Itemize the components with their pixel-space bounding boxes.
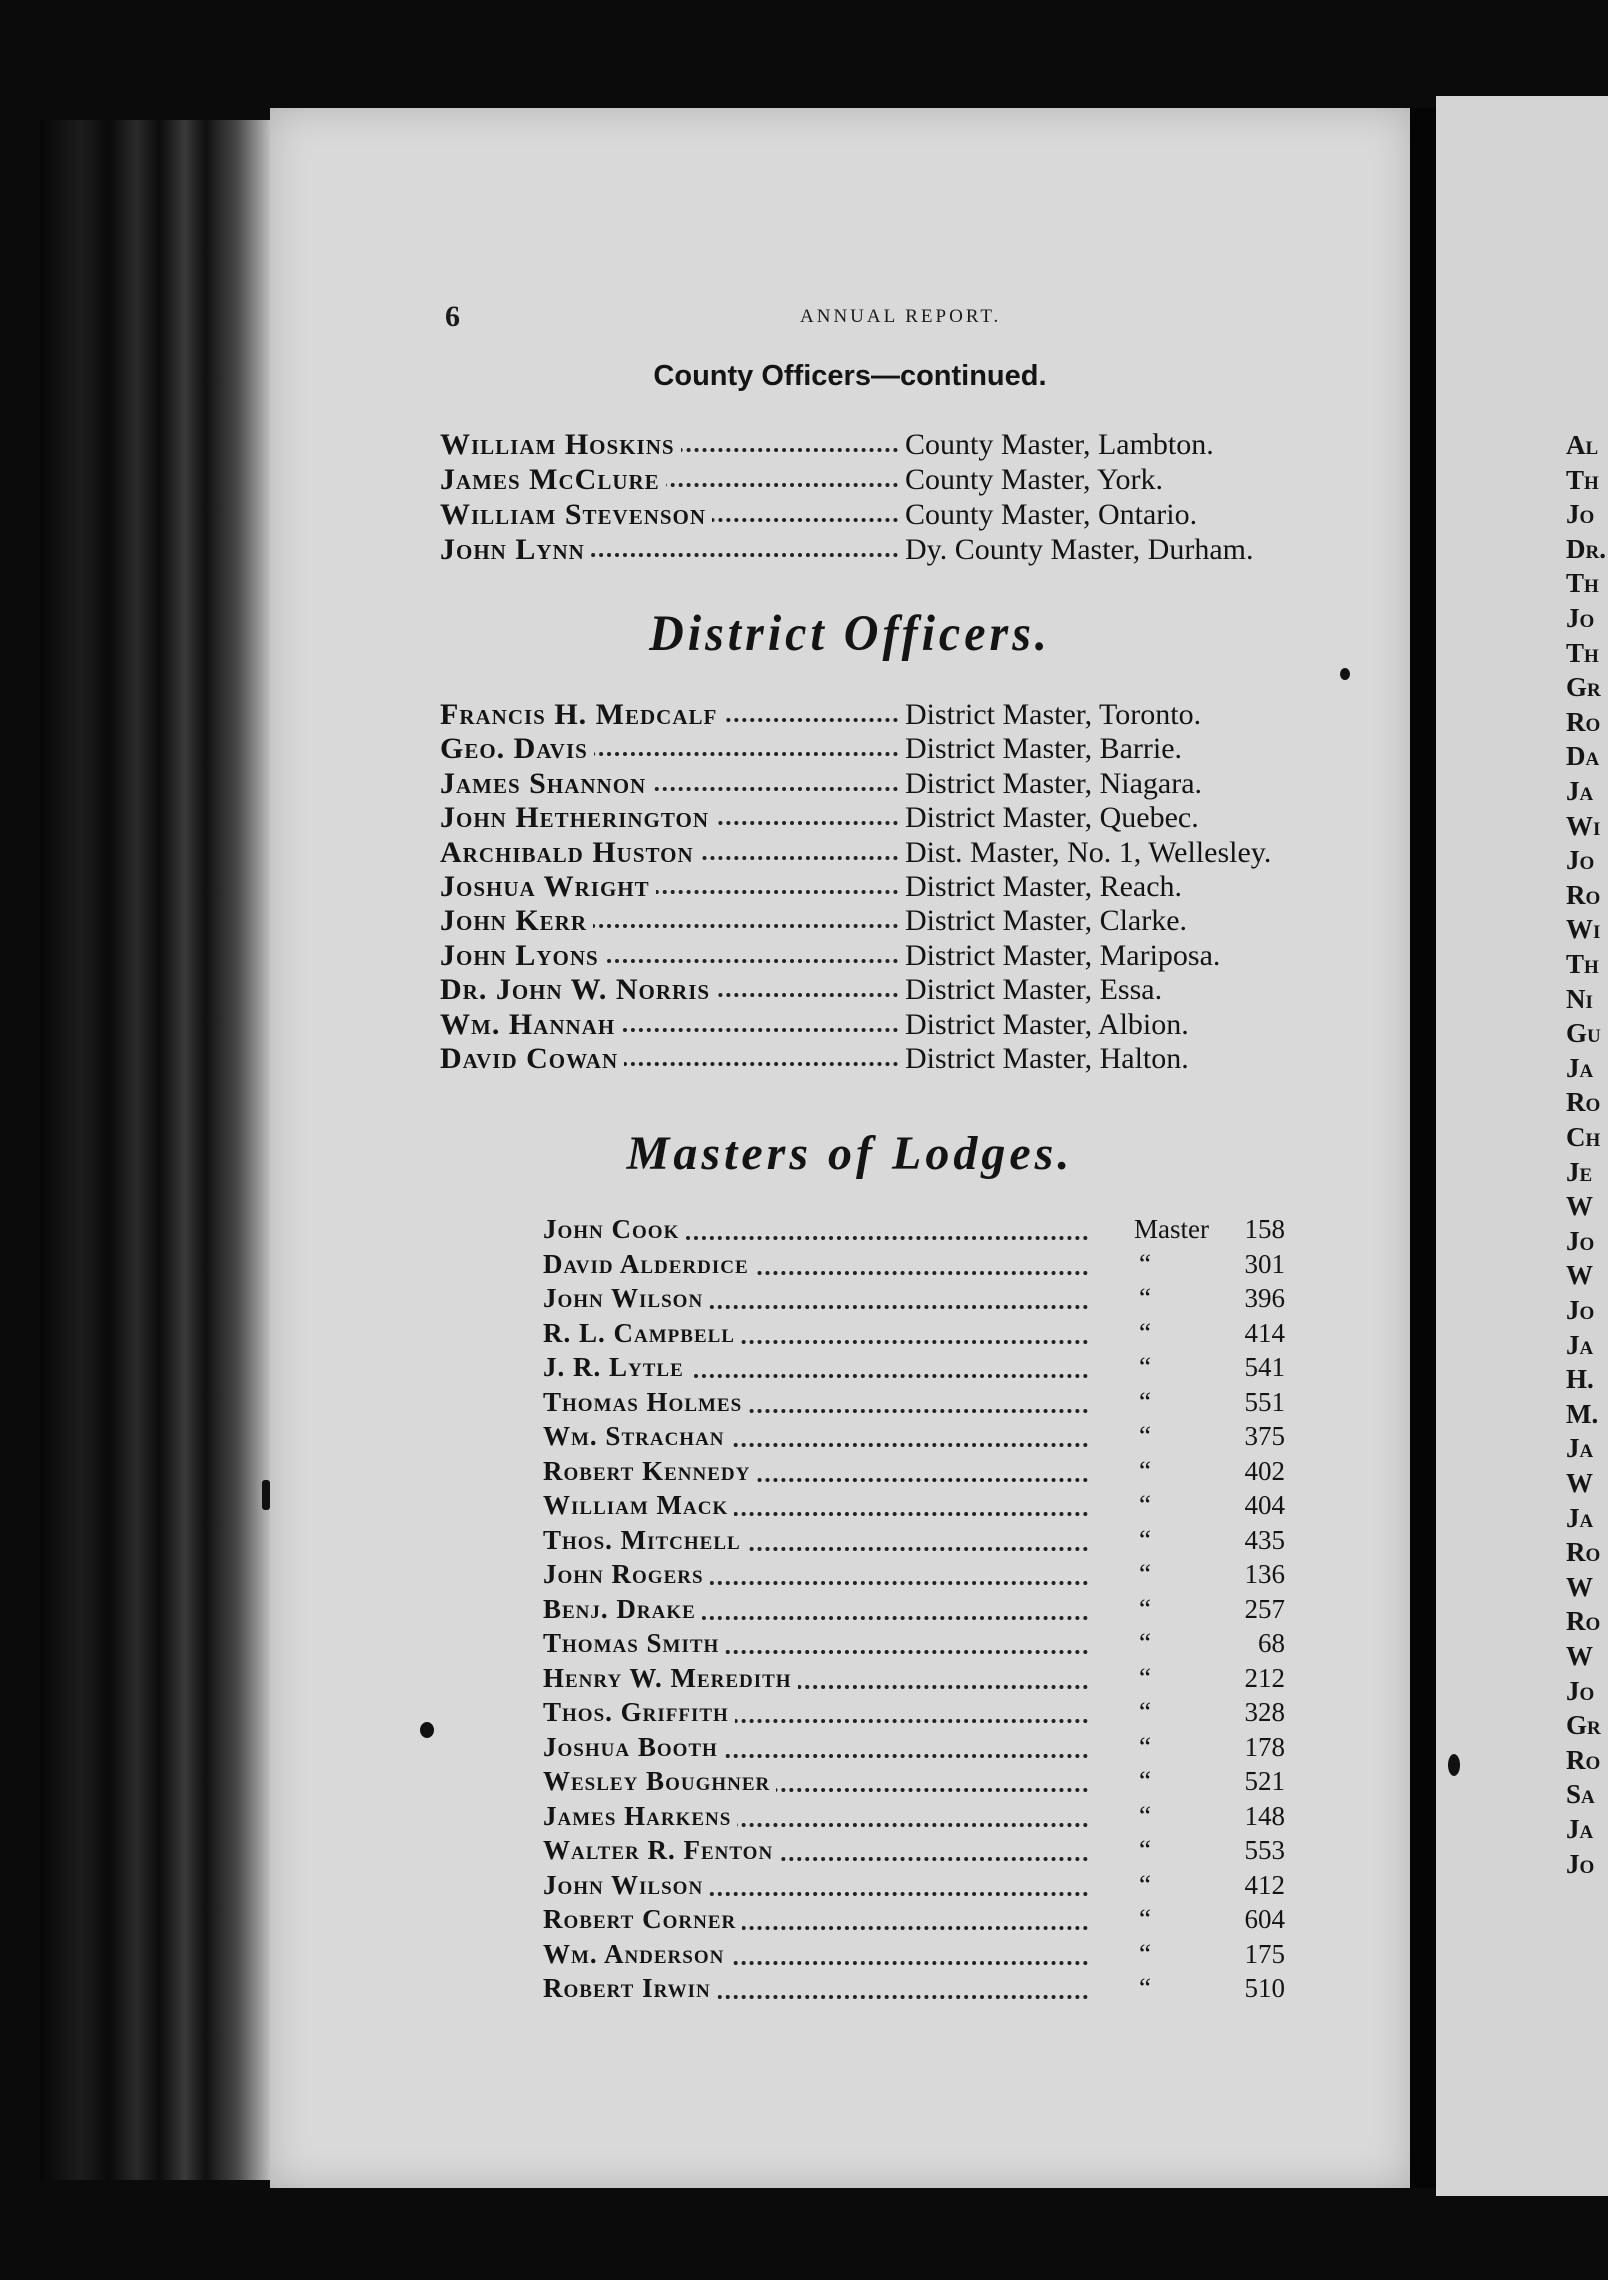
lodge-master-name-text: John Wilson — [543, 1283, 709, 1313]
lodge-number: 412 — [1244, 1869, 1285, 1900]
district-officer-office: District Master, Reach. — [905, 870, 1183, 903]
lodge-master-name-text: J. R. Lytle — [543, 1352, 690, 1382]
district-officer-entry — [440, 732, 1320, 766]
district-officer-office: District Master, Toronto. — [905, 698, 1202, 731]
lodge-master-entry — [543, 1870, 1283, 1904]
ditto-mark: “ — [1139, 1800, 1151, 1831]
district-officer-name-text: Archibald Huston — [440, 836, 700, 869]
lodge-master-name-text: Benj. Drake — [543, 1594, 702, 1624]
lodge-master-entry — [543, 1352, 1283, 1386]
lodge-master-name — [543, 1939, 730, 1970]
lodge-number: 396 — [1244, 1283, 1285, 1313]
adjacent-page-fragment: Ch — [1566, 1122, 1601, 1152]
county-officer-entry — [440, 533, 1320, 567]
district-officer-office: District Master, Barrie. — [905, 732, 1183, 766]
adjacent-page-fragment: Ro — [1566, 879, 1601, 910]
county-officer-name-text: William Stevenson — [440, 498, 712, 531]
lodge-master-name-text: James Harkens — [543, 1801, 737, 1831]
district-officer-office: District Master, Essa. — [905, 973, 1163, 1007]
lodge-master-name-text: John Cook — [543, 1214, 685, 1244]
lodge-number: 551 — [1244, 1386, 1285, 1417]
lodge-master-entry — [543, 1559, 1283, 1593]
county-officer-entry — [440, 428, 1320, 462]
ditto-mark: “ — [1139, 1490, 1151, 1520]
district-officer-entry — [440, 939, 1320, 973]
lodge-number: 510 — [1244, 1973, 1285, 2003]
ditto-mark: “ — [1139, 1317, 1151, 1348]
lodge-master-name — [543, 1318, 741, 1349]
district-officer-name-text: Geo. Davis — [440, 732, 594, 765]
district-officer-office: District Master, Clarke. — [905, 904, 1188, 938]
adjacent-page-fragment: Ja — [1566, 1814, 1594, 1844]
lodge-master-name — [543, 1249, 755, 1280]
adjacent-page-fragment: Th — [1566, 464, 1599, 495]
adjacent-page-fragment: Th — [1566, 949, 1599, 979]
ditto-mark: “ — [1139, 1973, 1151, 2003]
district-officer-name — [440, 1008, 621, 1042]
lodge-number: 404 — [1244, 1490, 1285, 1520]
adjacent-page-fragment: Al — [1566, 430, 1599, 460]
district-officer-name — [440, 973, 716, 1007]
lodge-number: 402 — [1244, 1455, 1285, 1486]
ditto-mark: “ — [1139, 1662, 1151, 1693]
masters-of-lodges-title: Masters of Lodges. — [626, 1127, 1074, 1180]
lodge-master-name — [543, 1801, 737, 1832]
ditto-mark: “ — [1139, 1248, 1151, 1279]
adjacent-page-fragment: Jo — [1566, 1295, 1595, 1325]
ditto-mark: “ — [1139, 1731, 1151, 1762]
adjacent-page-fragment: Th — [1566, 637, 1599, 668]
district-officer-entry — [440, 767, 1320, 801]
lodge-master-name-text: Robert Corner — [543, 1904, 742, 1934]
adjacent-page-fragment: Gr — [1566, 672, 1601, 703]
adjacent-page-fragment: W — [1566, 1191, 1593, 1222]
lodge-master-name-text: Walter R. Fenton — [543, 1835, 779, 1865]
page-number: 6 — [445, 300, 460, 333]
district-officer-entry — [440, 836, 1320, 870]
adjacent-page-fragment: Ro — [1566, 1606, 1601, 1637]
lodge-master-name — [543, 1628, 725, 1659]
page-gutter — [1410, 108, 1436, 2188]
county-officer-office: County Master, Ontario. — [905, 498, 1198, 531]
adjacent-page-fragment: Ni — [1566, 983, 1593, 1014]
scan-speck — [1448, 1754, 1460, 1776]
ditto-mark: “ — [1139, 1697, 1151, 1727]
lodge-master-name — [543, 1559, 710, 1590]
district-officer-entry — [440, 1008, 1320, 1042]
ditto-mark: “ — [1139, 1352, 1151, 1382]
lodge-master-entry — [543, 1283, 1283, 1317]
lodge-master-entry — [543, 1249, 1283, 1283]
lodge-number: 414 — [1244, 1317, 1285, 1348]
ditto-mark: “ — [1139, 1593, 1151, 1624]
lodge-master-entry — [543, 1456, 1283, 1490]
district-officer-name-text: David Cowan — [440, 1042, 624, 1075]
book-spine — [40, 120, 270, 2180]
district-officer-name-text: John Hetherington — [440, 801, 715, 834]
adjacent-page-fragment: W — [1566, 1260, 1593, 1291]
scan-speck — [420, 1722, 434, 1738]
lodge-title: Master — [1134, 1214, 1209, 1244]
lodge-master-name — [543, 1973, 717, 2004]
lodge-master-name-text: R. L. Campbell — [543, 1318, 741, 1348]
adjacent-page-fragment: Ro — [1566, 1537, 1601, 1568]
district-officer-entry — [440, 973, 1320, 1007]
lodge-master-name — [543, 1456, 756, 1487]
district-officer-office: District Master, Mariposa. — [905, 938, 1221, 972]
lodge-master-entry — [543, 1697, 1283, 1731]
county-officer-name-text: William Hoskins — [440, 428, 681, 461]
lodge-number: 521 — [1244, 1766, 1285, 1796]
lodge-master-entry — [543, 1973, 1283, 2007]
lodge-master-entry — [543, 1835, 1283, 1869]
district-officer-office: District Master, Niagara. — [905, 766, 1203, 800]
ditto-mark: “ — [1139, 1766, 1151, 1796]
running-header — [445, 300, 1325, 340]
ditto-mark: “ — [1139, 1421, 1151, 1451]
adjacent-page-fragment: Jo — [1566, 499, 1595, 530]
lodge-master-name — [543, 1835, 779, 1866]
lodge-master-entry — [543, 1628, 1283, 1662]
district-officers-title: District Officers. — [649, 605, 1051, 662]
lodge-master-entry — [543, 1318, 1283, 1352]
lodge-number: 553 — [1244, 1835, 1285, 1865]
district-officer-office: District Master, Halton. — [905, 1042, 1189, 1075]
ditto-mark: “ — [1139, 1628, 1151, 1658]
adjacent-page-fragment: Ro — [1566, 1744, 1601, 1775]
district-officer-name-text: Joshua Wright — [440, 870, 656, 903]
ditto-mark: “ — [1139, 1938, 1151, 1969]
lodge-master-name-text: William Mack — [543, 1490, 734, 1520]
adjacent-page-fragment: Gr — [1566, 1710, 1601, 1741]
lodge-master-entry — [543, 1594, 1283, 1628]
lodge-master-entry — [543, 1490, 1283, 1524]
adjacent-page-fragment: W — [1566, 1468, 1593, 1498]
adjacent-page-fragment: Jo — [1566, 603, 1595, 633]
district-officer-name — [440, 698, 723, 732]
district-officer-name — [440, 939, 605, 973]
lodge-master-name — [543, 1594, 702, 1625]
scan-speck — [1340, 668, 1350, 680]
district-officer-name-text: Francis H. Medcalf — [440, 698, 723, 731]
lodge-master-name-text: Joshua Booth — [543, 1732, 724, 1762]
district-officer-name — [440, 801, 715, 835]
lodge-master-name — [543, 1283, 709, 1314]
lodge-master-name — [543, 1387, 748, 1418]
lodge-number: 148 — [1244, 1800, 1285, 1831]
adjacent-page-fragment: Wi — [1566, 810, 1601, 841]
lodge-master-entry — [543, 1525, 1283, 1559]
adjacent-page-fragment: Ja — [1566, 1052, 1594, 1083]
adjacent-page-fragment: W — [1566, 1641, 1593, 1671]
adjacent-page-fragment: Jo — [1566, 1675, 1595, 1706]
ditto-mark: “ — [1139, 1524, 1151, 1555]
district-officer-name — [440, 870, 656, 904]
lodge-number: 178 — [1244, 1731, 1285, 1762]
lodge-number: 375 — [1244, 1421, 1285, 1451]
lodge-number: 136 — [1244, 1559, 1285, 1589]
lodge-master-name-text: Thos. Griffith — [543, 1697, 735, 1727]
adjacent-page-fragment: Je — [1566, 1156, 1593, 1187]
district-officer-name — [440, 836, 700, 870]
lodge-master-name-text: John Rogers — [543, 1559, 710, 1589]
county-officer-entry — [440, 498, 1320, 532]
district-officer-entry — [440, 801, 1320, 835]
county-officer-entry — [440, 463, 1320, 497]
lodge-number: 541 — [1244, 1352, 1285, 1382]
adjacent-page-fragment: W — [1566, 1571, 1593, 1602]
adjacent-page-fragment: H. — [1566, 1364, 1594, 1395]
lodge-master-entry — [543, 1766, 1283, 1800]
scan-speck — [262, 1480, 270, 1510]
lodge-master-name — [543, 1490, 734, 1521]
lodge-master-entry — [543, 1732, 1283, 1766]
lodge-master-name — [543, 1352, 690, 1383]
lodge-number: 257 — [1244, 1593, 1285, 1624]
district-officer-name — [440, 767, 652, 801]
ditto-mark: “ — [1139, 1283, 1151, 1313]
lodge-master-name — [543, 1766, 776, 1797]
adjacent-page-fragment: Jo — [1566, 845, 1595, 876]
lodge-master-name-text: Robert Irwin — [543, 1973, 717, 2003]
lodge-master-name — [543, 1421, 731, 1452]
adjacent-page-fragment: M. — [1566, 1398, 1599, 1429]
lodge-master-name-text: John Wilson — [543, 1870, 709, 1900]
lodge-master-entry — [543, 1801, 1283, 1835]
adjacent-page-fragment: Ja — [1566, 1329, 1594, 1360]
district-officer-name-text: John Kerr — [440, 904, 593, 937]
county-officer-office: County Master, York. — [905, 463, 1163, 496]
lodge-number: 212 — [1244, 1662, 1285, 1693]
district-officer-name-text: Wm. Hannah — [440, 1008, 621, 1041]
lodge-master-entry — [543, 1663, 1283, 1697]
district-officer-entry — [440, 904, 1320, 938]
county-officer-office: County Master, Lambton. — [905, 428, 1214, 461]
adjacent-page-fragment: Ro — [1566, 706, 1601, 737]
lodge-master-name-text: Thomas Smith — [543, 1628, 725, 1658]
adjacent-page-fragment: Sa — [1566, 1779, 1595, 1810]
district-officer-office: District Master, Albion. — [905, 1007, 1189, 1041]
lodge-master-name-text: David Alderdice — [543, 1249, 755, 1279]
lodge-master-entry — [543, 1904, 1283, 1938]
adjacent-page-fragment: Gu — [1566, 1018, 1601, 1049]
adjacent-page-fragment: Ro — [1566, 1087, 1601, 1118]
lodge-master-name-text: Wm. Anderson — [543, 1939, 730, 1969]
lodge-master-name — [543, 1214, 685, 1245]
lodge-number: 175 — [1244, 1938, 1285, 1969]
lodge-master-name — [543, 1697, 735, 1728]
district-officer-name — [440, 1042, 624, 1076]
lodge-number: 158 — [1244, 1214, 1285, 1244]
county-officer-name-text: James McClure — [440, 463, 666, 496]
lodge-master-name — [543, 1904, 742, 1935]
ditto-mark: “ — [1139, 1835, 1151, 1865]
lodge-master-name-text: Henry W. Meredith — [543, 1663, 798, 1693]
district-officer-name — [440, 904, 593, 938]
lodge-master-name — [543, 1525, 747, 1556]
adjacent-page-fragment: Ja — [1566, 776, 1594, 806]
county-officer-name — [440, 498, 712, 532]
ditto-mark: “ — [1139, 1386, 1151, 1417]
lodge-number: 328 — [1244, 1697, 1285, 1727]
adjacent-page-fragment: Dr. — [1566, 533, 1606, 564]
district-officer-entry — [440, 1042, 1320, 1076]
adjacent-page-fragment: Jo — [1566, 1848, 1595, 1879]
adjacent-page-fragment: Ja — [1566, 1433, 1594, 1464]
lodge-master-entry — [543, 1387, 1283, 1421]
district-officer-name-text: Dr. John W. Norris — [440, 973, 716, 1006]
lodge-master-name-text: Wm. Strachan — [543, 1421, 731, 1451]
lodge-master-name-text: Thomas Holmes — [543, 1387, 748, 1417]
lodge-number: 435 — [1244, 1524, 1285, 1555]
adjacent-page-fragment: Da — [1566, 741, 1600, 772]
lodge-master-name — [543, 1663, 798, 1694]
ditto-mark: “ — [1139, 1869, 1151, 1900]
ditto-mark: “ — [1139, 1904, 1151, 1934]
county-officer-name — [440, 463, 666, 497]
lodge-master-entry — [543, 1421, 1283, 1455]
district-officer-entry — [440, 698, 1320, 732]
district-officer-office: District Master, Quebec. — [905, 801, 1199, 835]
adjacent-page-fragment: Wi — [1566, 914, 1601, 945]
district-officer-name-text: James Shannon — [440, 767, 652, 800]
lodge-master-name-text: Robert Kennedy — [543, 1456, 756, 1486]
ditto-mark: “ — [1139, 1455, 1151, 1486]
district-officer-name-text: John Lyons — [440, 939, 605, 972]
adjacent-page-fragment: Ja — [1566, 1502, 1594, 1533]
lodge-master-name-text: Thos. Mitchell — [543, 1525, 747, 1555]
lodge-master-name — [543, 1732, 724, 1763]
lodge-master-entry — [543, 1214, 1283, 1248]
district-officer-name — [440, 732, 594, 766]
lodge-number: 301 — [1244, 1248, 1285, 1279]
lodge-master-name — [543, 1870, 709, 1901]
running-title: ANNUAL REPORT. — [800, 306, 1002, 327]
county-officer-name-text: John Lynn — [440, 533, 591, 566]
county-officer-office: Dy. County Master, Durham. — [905, 533, 1254, 566]
adjacent-page-fragment: Jo — [1566, 1225, 1595, 1256]
lodge-number: 68 — [1258, 1628, 1285, 1658]
ditto-mark: “ — [1139, 1559, 1151, 1589]
county-officers-title: County Officers—continued. — [653, 360, 1047, 392]
lodge-master-name-text: Wesley Boughner — [543, 1766, 776, 1796]
county-officer-name — [440, 428, 681, 462]
district-officer-entry — [440, 870, 1320, 904]
district-officer-office: Dist. Master, No. 1, Wellesley. — [905, 835, 1272, 869]
lodge-master-entry — [543, 1939, 1283, 1973]
adjacent-page-edge — [1436, 96, 1608, 2196]
lodge-number: 604 — [1244, 1904, 1285, 1934]
adjacent-page-fragment: Th — [1566, 568, 1599, 599]
county-officer-name — [440, 533, 591, 567]
